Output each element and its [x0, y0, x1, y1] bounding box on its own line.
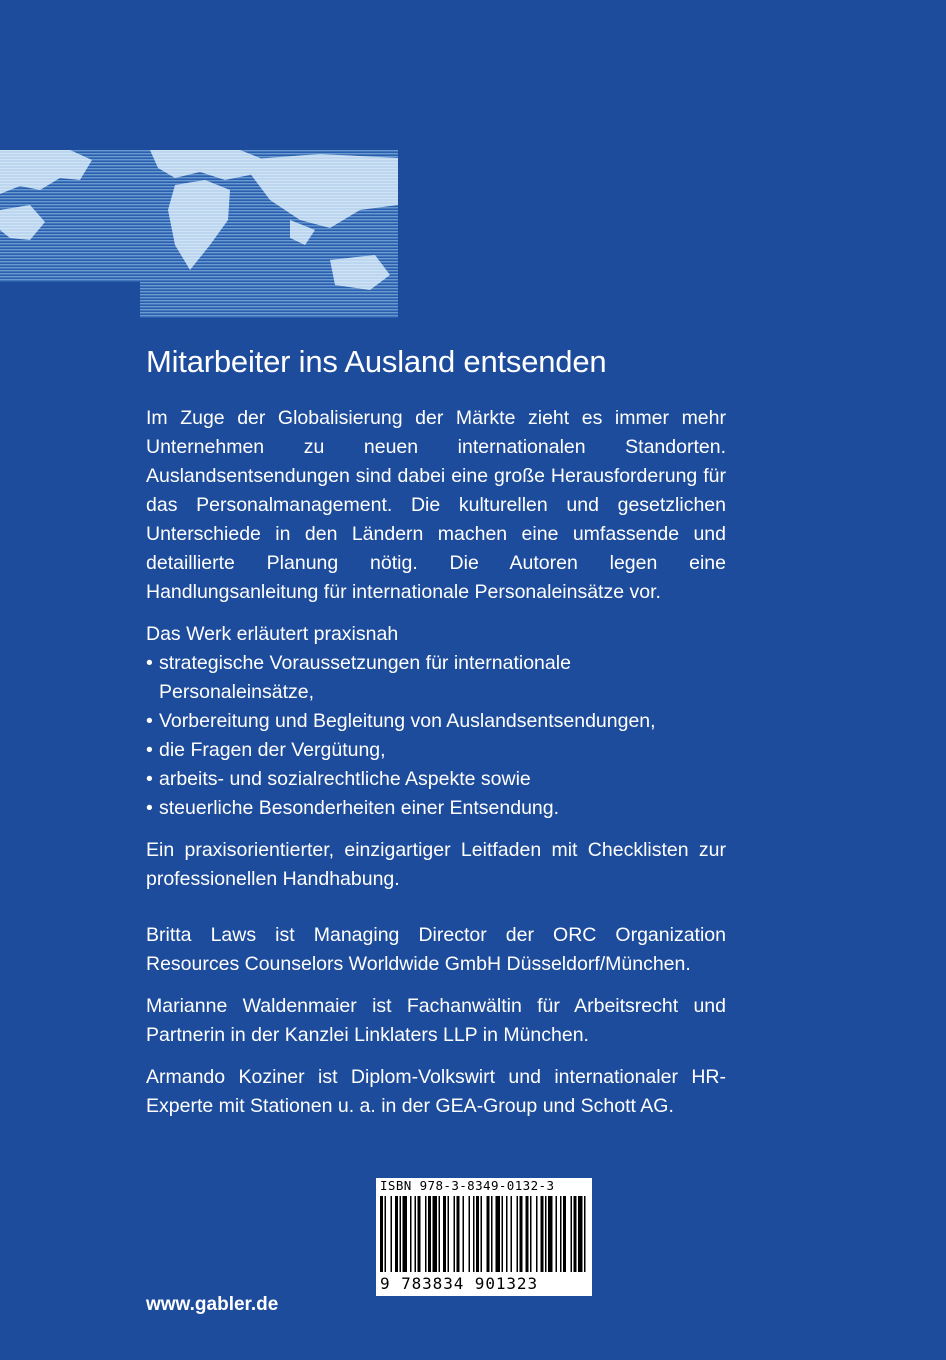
barcode-bar — [415, 1196, 417, 1272]
barcode-bar — [491, 1196, 493, 1272]
barcode-bar — [400, 1196, 402, 1272]
intro-paragraph: Im Zuge der Globalisierung der Märkte zieht es immer mehr Unternehmen zu neuen internationalen Standorten. Auslandsentsendungen sind dabei eine große Herausforderung für das Personalmanagement. Die kulturellen und gesetzlichen Unterschiede in den Ländern machen eine umfassende und detaillierte Planung nötig. Die Autoren legen eine Handlungsanleitung für internationale Personaleinsätze vor. — [146, 407, 726, 603]
barcode-bar — [457, 1196, 460, 1272]
ean-number: 9 783834 901323 — [380, 1274, 538, 1293]
author-bio: Armando Koziner ist Diplom-Volkswirt und internationaler HR-Experte mit Stationen u. a. in der GEA-Group und Schott AG. — [146, 1066, 726, 1117]
list-item: • die Fragen der Vergütung, — [146, 736, 726, 765]
barcode-bar — [578, 1196, 583, 1272]
isbn-number: ISBN 978-3-8349-0132-3 — [380, 1178, 555, 1193]
barcode-bar — [476, 1196, 479, 1272]
list-item: • strategische Voraussetzungen für internationale Personaleinsätze, — [146, 649, 726, 707]
world-map-graphic — [0, 150, 398, 318]
list-item: • arbeits- und sozialrechtliche Aspekte sowie — [146, 765, 726, 794]
author-bio: Marianne Waldenmaier ist Fachanwältin für Arbeitsrecht und Partnerin in der Kanzlei Linklaters LLP in München. — [146, 995, 726, 1046]
summary-paragraph: Ein praxisorientierter, einzigartiger Leitfaden mit Checklisten zur professionellen Handhabung. — [146, 839, 726, 890]
barcode-bar — [391, 1196, 393, 1272]
barcode-bars — [380, 1196, 588, 1274]
barcode-bar — [473, 1196, 475, 1272]
barcode-bar — [487, 1196, 490, 1272]
barcode-bar — [385, 1196, 387, 1272]
barcode-bar — [541, 1196, 544, 1272]
barcode-bar — [502, 1196, 504, 1272]
isbn-barcode — [376, 1178, 592, 1296]
barcode-bar — [410, 1196, 412, 1272]
back-cover-content — [146, 340, 726, 1134]
barcode-bar — [511, 1196, 513, 1272]
barcode-bar — [526, 1196, 529, 1272]
barcode-bar — [574, 1196, 577, 1272]
barcode-bar — [506, 1196, 508, 1272]
publisher-website[interactable]: www.gabler.de — [146, 1294, 279, 1315]
barcode-bar — [556, 1196, 558, 1272]
barcode-bar — [428, 1196, 431, 1272]
barcode-bar — [380, 1196, 383, 1272]
barcode-bar — [563, 1196, 566, 1272]
barcode-bar — [395, 1196, 398, 1272]
barcode-bar — [425, 1196, 427, 1272]
barcode-bar — [496, 1196, 501, 1272]
barcode-bar — [463, 1196, 465, 1272]
barcode-bar — [403, 1196, 408, 1272]
barcode-bar — [520, 1196, 523, 1272]
barcode-bar — [469, 1196, 471, 1272]
list-intro: Das Werk erläutert praxisnah — [146, 623, 399, 645]
barcode-bar — [481, 1196, 483, 1272]
barcode-bar — [448, 1196, 450, 1272]
barcode-bar — [536, 1196, 538, 1272]
topic-list — [146, 649, 726, 823]
author-bio: Britta Laws ist Managing Director der ORC Organization Resources Counselors Worldwide GmbH Düsseldorf/München. — [146, 924, 726, 975]
list-item: • steuerliche Besonderheiten einer Entsendung. — [146, 794, 726, 823]
barcode-bar — [443, 1196, 446, 1272]
book-title: Mitarbeiter ins Ausland entsenden — [146, 344, 607, 379]
barcode-bar — [418, 1196, 421, 1272]
barcode-bar — [548, 1196, 553, 1272]
barcode-bar — [439, 1196, 441, 1272]
barcode-bar — [517, 1196, 519, 1272]
barcode-bar — [560, 1196, 562, 1272]
barcode-bar — [530, 1196, 532, 1272]
barcode-bar — [545, 1196, 547, 1272]
barcode-bar — [584, 1196, 586, 1272]
barcode-bar — [571, 1196, 573, 1272]
barcode-bar — [433, 1196, 438, 1272]
barcode-bar — [454, 1196, 456, 1272]
list-item: • Vorbereitung und Begleitung von Auslandsentsendungen, — [146, 707, 726, 736]
